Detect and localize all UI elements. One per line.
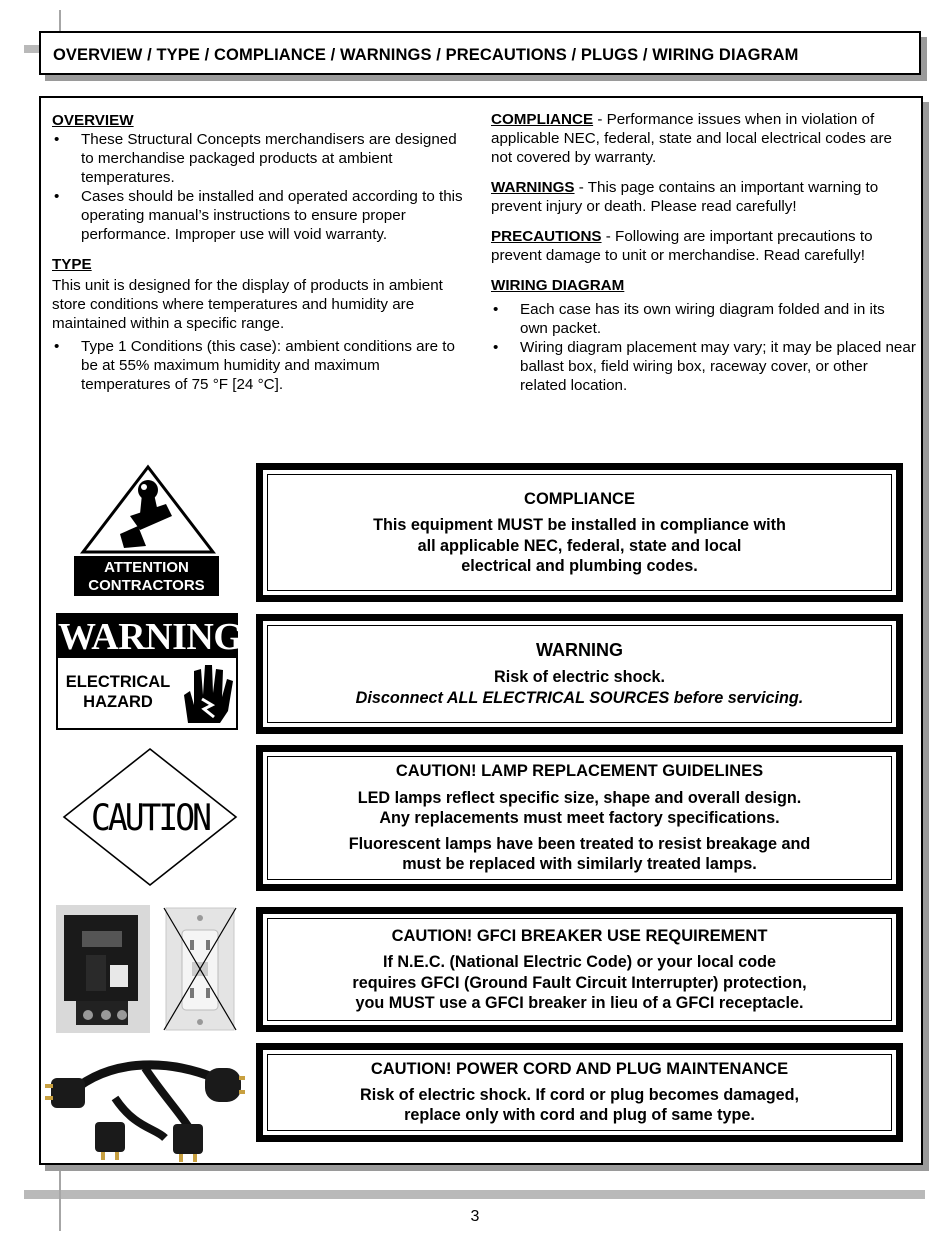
notice-cord-frame (267, 1054, 892, 1131)
notice-compliance-title: COMPLIANCE (524, 489, 635, 508)
notice-power-cord (256, 1043, 903, 1142)
type-bullet-1: • Type 1 Conditions (this case): ambient conditions are to be at 55% maximum humidity and maximum temperatures of 75 °F [24 °C]. (52, 337, 472, 394)
caution-word: CAUTION (90, 796, 210, 839)
compliance-text: - Performance issues when in violation of applicable NEC, federal, state and local electrical codes are not covered by warranty. (491, 111, 893, 166)
notice-gfci-frame (267, 918, 892, 1021)
notice-cord-inner (263, 1050, 896, 1135)
attention-triangle-icon (80, 464, 216, 556)
notice-gfci-inner (263, 914, 896, 1025)
attention-line-2: CONTRACTORS (88, 577, 205, 594)
notice-lamp-line-4: must be replaced with similarly treated lamps. (402, 855, 757, 874)
attention-line-1: ATTENTION (104, 559, 189, 576)
notice-compliance-line-1: This equipment MUST be installed in compliance with (373, 516, 786, 534)
notice-warning (256, 614, 903, 734)
notice-cord-title: CAUTION! POWER CORD AND PLUG MAINTENANCE (370, 1060, 789, 1079)
notice-lamp-replacement (256, 745, 903, 891)
page-title: OVERVIEW / TYPE / COMPLIANCE / WARNINGS / PRECAUTIONS / PLUGS / WIRING DIAGRAM (53, 46, 799, 64)
notice-lamp-line-2: Any replacements must meet factory specifications. (379, 809, 780, 828)
notice-compliance-inner (263, 470, 896, 595)
electrical-hazard-text (62, 672, 174, 712)
notice-cord-line-2: replace only with cord and plug of same type. (404, 1106, 755, 1125)
notice-lamp-line-1: LED lamps reflect specific size, shape and overall design. (357, 788, 802, 807)
warnings-paragraph (491, 178, 916, 216)
overview-bullet-2: • Cases should be installed and operated according to this operating manual’s instructions to ensure proper performance. Improper use will void warranty. (52, 187, 472, 244)
warnings-text: - This page contains an important warning to prevent injury or death. Please read carefully! (491, 179, 879, 215)
notice-gfci-line-2: requires GFCI (Ground Fault Circuit Interrupter) protection, (352, 973, 807, 992)
wiring-bullet-1: • Each case has its own wiring diagram folded and in its own packet. (491, 300, 916, 338)
notice-lamp-inner (263, 752, 896, 884)
hand-shock-icon (176, 661, 236, 727)
notice-warning-line-1: Risk of electric shock. (494, 668, 665, 687)
wiring-bullet-2: • Wiring diagram placement may vary; it may be placed near ballast box, field wiring box, raceway cover, or other related location. (491, 338, 916, 395)
top-rule (24, 45, 39, 53)
precautions-paragraph (491, 227, 916, 265)
notice-warning-line-2: Disconnect ALL ELECTRICAL SOURCES before servicing. (355, 688, 804, 707)
compliance-paragraph (491, 110, 916, 167)
wiring-list (491, 300, 916, 395)
right-column (491, 110, 916, 395)
bottom-rule (24, 1190, 925, 1199)
header-box (39, 31, 921, 75)
notice-lamp-title: CAUTION! LAMP REPLACEMENT GUIDELINES (395, 762, 764, 781)
type-list (52, 337, 472, 394)
notice-compliance-line-3: electrical and plumbing codes. (461, 557, 698, 575)
electrical-line-2: HAZARD (83, 693, 153, 711)
notice-warning-title: WARNING (536, 639, 623, 660)
notice-compliance (256, 463, 903, 602)
precautions-text: - Following are important precautions to prevent damage to unit or merchandise. Read carefully! (491, 228, 873, 264)
notice-gfci (256, 907, 903, 1032)
notice-warning-frame (267, 625, 892, 723)
attention-contractors-label (74, 556, 219, 596)
notice-gfci-title: CAUTION! GFCI BREAKER USE REQUIREMENT (391, 926, 768, 945)
page-number: 3 (470, 1208, 480, 1225)
compliance-heading: COMPLIANCE (491, 111, 594, 128)
notice-compliance-line-2: all applicable NEC, federal, state and local (417, 536, 742, 555)
wiring-heading: WIRING DIAGRAM (491, 277, 625, 294)
warnings-heading: WARNINGS (491, 179, 575, 196)
warning-electrical-hazard-sign (56, 613, 243, 730)
notice-cord-line-1: Risk of electric shock. If cord or plug becomes damaged, (360, 1085, 799, 1104)
notice-lamp-line-3: Fluorescent lamps have been treated to resist breakage and (348, 834, 811, 853)
notice-compliance-frame (267, 474, 892, 591)
notice-lamp-frame (267, 756, 892, 880)
type-text: This unit is designed for the display of products in ambient store conditions where temperatures and humidity are maintained within a specific range. (52, 277, 443, 332)
precautions-heading: PRECAUTIONS (491, 228, 602, 245)
left-column (52, 111, 472, 394)
overview-heading: OVERVIEW (52, 112, 134, 129)
warning-word: WARNING (58, 616, 243, 658)
type-heading: TYPE (52, 256, 92, 273)
margin-line-top (59, 10, 61, 32)
gfci-breaker-icon (56, 905, 150, 1033)
power-cord-plugs-icon (45, 1038, 245, 1162)
overview-bullet-1: • These Structural Concepts merchandisers are designed to merchandise packaged products at ambient temperatures. (52, 130, 472, 187)
electrical-line-1: ELECTRICAL (65, 673, 171, 691)
notice-warning-inner (263, 621, 896, 727)
notice-gfci-line-3: you MUST use a GFCI breaker in lieu of a GFCI receptacle. (355, 994, 804, 1012)
gfci-receptacle-crossed-icon (162, 906, 238, 1032)
overview-list (52, 130, 472, 244)
notice-gfci-line-1: If N.E.C. (National Electric Code) or your local code (382, 953, 777, 971)
